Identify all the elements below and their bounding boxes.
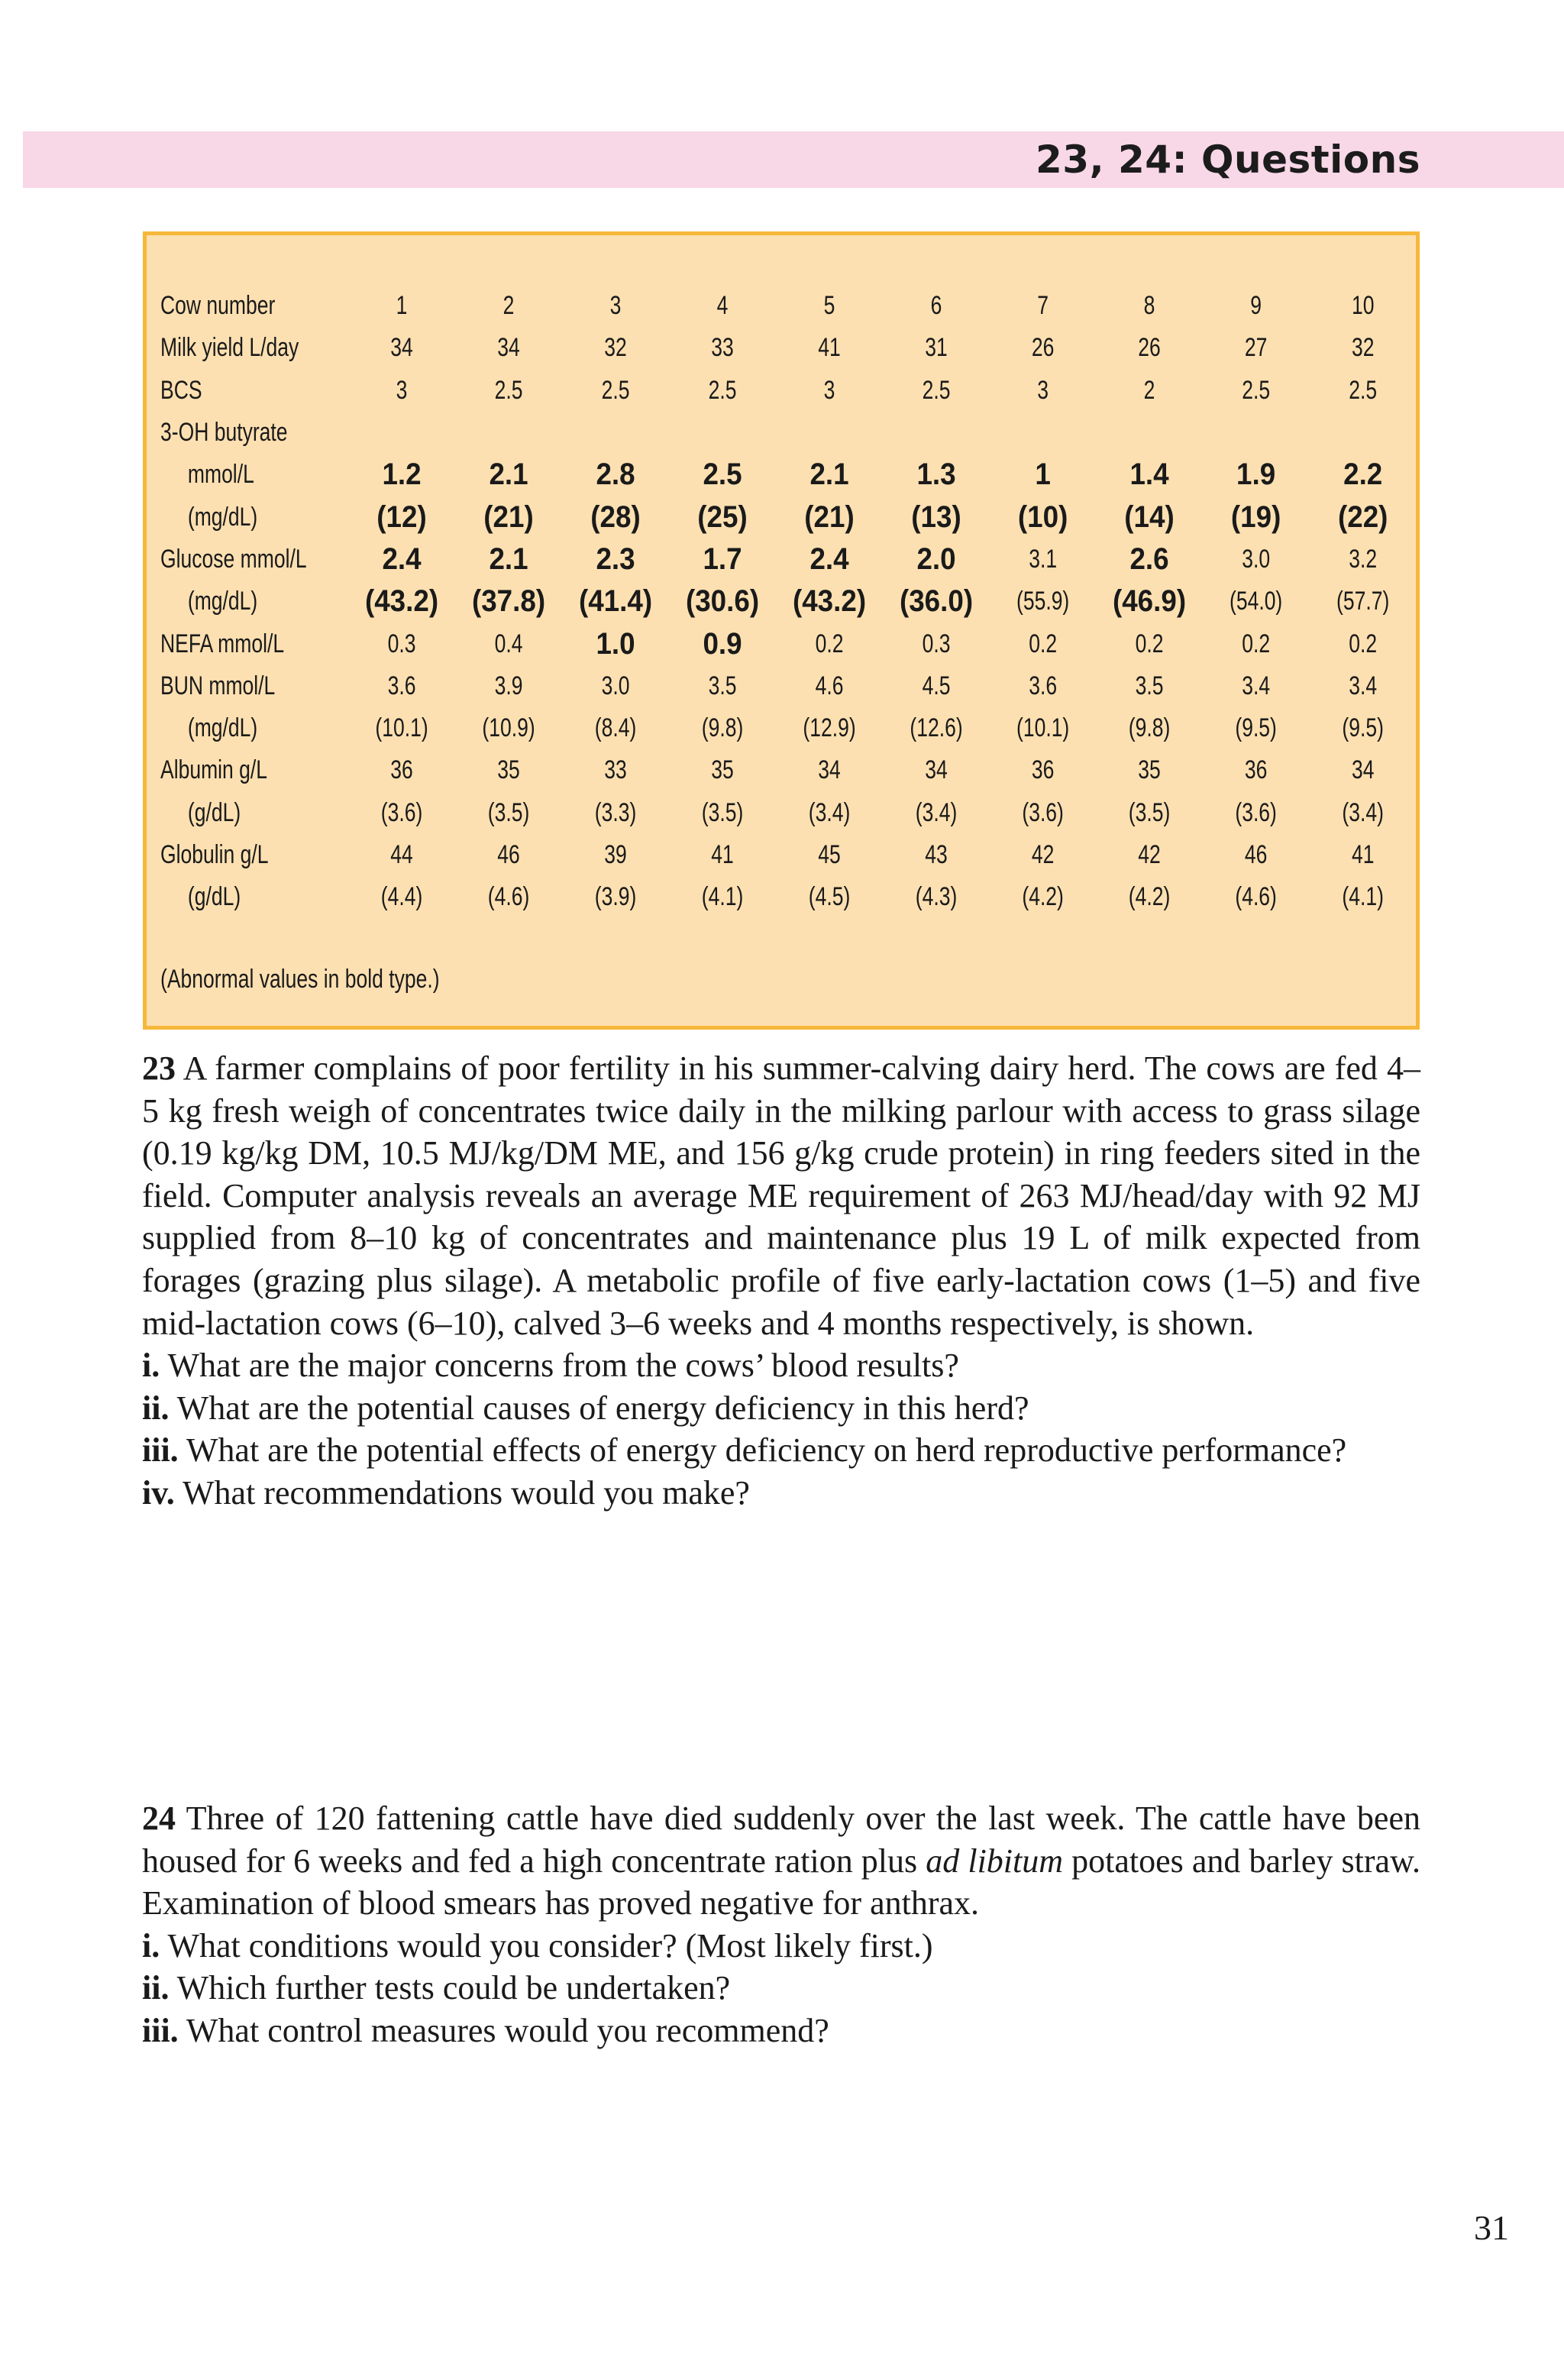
table-row xyxy=(160,707,1416,749)
table-row xyxy=(160,580,1416,622)
table-row xyxy=(160,285,1416,327)
question-text: Three of 120 fattening cattle have died suddenly over the last week. The cattle have been housed for 6 weeks and fed a high concentrate ration plus xyxy=(142,1800,1420,1880)
table-cell: 2.6 xyxy=(1129,542,1169,576)
table-cell: 46 xyxy=(1245,840,1268,869)
table-row xyxy=(160,370,1416,412)
table-cell: (30.6) xyxy=(685,584,759,619)
row-label: Cow number xyxy=(160,291,276,321)
row-label: (g/dL) xyxy=(187,882,241,912)
table-cell: (3.4) xyxy=(808,797,851,827)
table-cell: 0.4 xyxy=(494,629,523,658)
table-cell: 26 xyxy=(1031,333,1055,363)
table-cell: 3 xyxy=(823,375,835,405)
table-cell: 41 xyxy=(711,840,734,869)
table-cell xyxy=(894,412,978,454)
table-cell: 26 xyxy=(1138,333,1162,363)
table-cell: (3.5) xyxy=(487,797,529,827)
table-cell: 2.5 xyxy=(494,375,523,405)
table-cell: (3.6) xyxy=(1022,797,1064,827)
table-cell: (4.2) xyxy=(1022,882,1064,912)
table-cell: (10.1) xyxy=(375,713,428,743)
page-title: 23, 24: Questions xyxy=(1036,137,1420,182)
table-cell: 43 xyxy=(925,840,948,869)
item-number: iv. xyxy=(142,1473,175,1512)
table-cell: 4.6 xyxy=(815,671,844,700)
table-cell: (19) xyxy=(1231,500,1281,534)
table-row xyxy=(160,538,1416,580)
table-row xyxy=(160,412,1416,454)
table-cell: (3.3) xyxy=(594,797,637,827)
table-cell: (54.0) xyxy=(1230,587,1283,616)
table-cell xyxy=(467,412,550,454)
table-body xyxy=(160,285,1416,918)
question-24-item-ii xyxy=(142,1967,1420,2010)
row-label: (mg/dL) xyxy=(187,587,258,616)
table-cell: 4 xyxy=(716,291,729,321)
table-cell xyxy=(360,412,443,454)
table-row xyxy=(160,876,1416,918)
item-text: What recommendations would you make? xyxy=(183,1473,750,1512)
item-number: ii. xyxy=(142,1389,170,1427)
table-cell: (21) xyxy=(483,500,534,534)
table-cell: 5 xyxy=(823,291,835,321)
table-cell: (10.1) xyxy=(1016,713,1070,743)
table-cell: 42 xyxy=(1138,840,1162,869)
row-label: Glucose mmol/L xyxy=(160,544,307,574)
table-cell: (9.5) xyxy=(1342,713,1384,743)
table-cell: (3.5) xyxy=(701,797,744,827)
table-cell: 2.0 xyxy=(916,542,956,576)
table-cell: 3.6 xyxy=(1029,671,1058,700)
table-row xyxy=(160,749,1416,791)
item-number: iii. xyxy=(142,2011,179,2049)
question-number: 23 xyxy=(142,1049,176,1087)
table-cell: 3 xyxy=(1037,375,1049,405)
item-text: What are the major concerns from the cows’ blood results? xyxy=(167,1347,959,1385)
question-23-intro xyxy=(142,1047,1420,1344)
table-cell: 2.5 xyxy=(1348,375,1377,405)
table-cell: 8 xyxy=(1143,291,1155,321)
table-cell: 33 xyxy=(711,333,734,363)
table-cell: 3.5 xyxy=(708,671,737,700)
item-text: Which further tests could be undertaken? xyxy=(176,1969,731,2007)
row-label: NEFA mmol/L xyxy=(160,629,285,658)
item-number: i. xyxy=(142,1926,160,1964)
table-cell: 36 xyxy=(1245,755,1268,785)
table-cell: 2.8 xyxy=(596,458,635,492)
table-cell: 1 xyxy=(396,291,408,321)
metabolic-profile-table-box xyxy=(143,231,1420,1030)
question-text: A farmer complains of poor fertility in his summer-calving dairy herd. The cows are fed 4–5 kg fresh weigh of concentrates twice daily in the milking parlour with access to grass silage (0.19 kg/kg DM, 10.5 MJ/kg/DM ME, and 156 g/kg crude protein) in ring feeders sited in the field. Computer analysis reveals an average ME requirement of 263 MJ/head/day with 92 MJ supplied from 8–10 kg of concentrates and maintenance plus 19 L of milk expected from forages (grazing plus silage). A metabolic profile of five early-lactation cows (1–5) and five mid-lactation cows (6–10), calved 3–6 weeks and 4 months respectively, is shown. xyxy=(142,1049,1420,1342)
table-cell: 0.2 xyxy=(1242,629,1271,658)
question-23-item-iii xyxy=(142,1429,1420,1472)
table-cell: (3.4) xyxy=(915,797,958,827)
table-cell: 2.5 xyxy=(601,375,630,405)
table-cell: 41 xyxy=(818,333,841,363)
table-cell: 1.9 xyxy=(1236,458,1276,492)
table-cell: 2.1 xyxy=(489,458,528,492)
table-cell: 39 xyxy=(604,840,627,869)
table-cell: (43.2) xyxy=(792,584,866,619)
table-cell: 35 xyxy=(496,755,520,785)
item-number: iii. xyxy=(142,1431,179,1470)
table-cell: 36 xyxy=(1031,755,1055,785)
table-row xyxy=(160,792,1416,834)
table-cell: 33 xyxy=(604,755,627,785)
table-cell: (25) xyxy=(697,500,748,534)
table-cell: (4.5) xyxy=(808,882,851,912)
question-text-italic: ad libitum xyxy=(926,1842,1064,1880)
table-cell: 1.7 xyxy=(703,542,742,576)
table-cell: 2.1 xyxy=(809,458,849,492)
item-number: i. xyxy=(142,1347,160,1385)
table-cell: 0.3 xyxy=(922,629,951,658)
table-cell: (55.9) xyxy=(1016,587,1070,616)
table-cell: (3.6) xyxy=(380,797,422,827)
table-cell: 1.3 xyxy=(916,458,956,492)
item-text: What are the potential causes of energy deficiency in this herd? xyxy=(176,1389,1029,1427)
table-cell: (14) xyxy=(1124,500,1175,534)
table-cell: (36.0) xyxy=(899,584,974,619)
table-cell: 34 xyxy=(925,755,948,785)
table-cell: 3.2 xyxy=(1348,544,1377,574)
table-cell: (9.8) xyxy=(701,713,744,743)
question-24 xyxy=(142,1797,1420,2052)
table-cell: (3.5) xyxy=(1129,797,1171,827)
row-label: 3-OH butyrate xyxy=(160,418,288,448)
table-cell: 9 xyxy=(1250,291,1262,321)
item-number: ii. xyxy=(142,1969,170,2007)
table-cell: 1.4 xyxy=(1129,458,1169,492)
table-cell: (8.4) xyxy=(594,713,637,743)
table-cell: 2.2 xyxy=(1343,458,1382,492)
table-cell: 32 xyxy=(1351,333,1375,363)
question-23-item-iv xyxy=(142,1472,1420,1515)
table-cell: 31 xyxy=(925,333,948,363)
table-cell: 0.9 xyxy=(703,626,742,661)
table-cell: 36 xyxy=(389,755,413,785)
item-text: What control measures would you recommend? xyxy=(186,2011,829,2049)
table-cell: 45 xyxy=(818,840,841,869)
table-cell: 1.2 xyxy=(382,458,422,492)
table-cell: 35 xyxy=(711,755,734,785)
table-cell: (3.4) xyxy=(1342,797,1384,827)
table-cell: (12.6) xyxy=(910,713,963,743)
table-cell: (12.9) xyxy=(803,713,856,743)
table-cell: (9.8) xyxy=(1129,713,1171,743)
table-cell: 27 xyxy=(1245,333,1268,363)
item-text: What are the potential effects of energy deficiency on herd reproductive performance? xyxy=(186,1431,1347,1470)
table-cell: (3.9) xyxy=(594,882,637,912)
table-cell: (4.6) xyxy=(487,882,529,912)
table-cell: 10 xyxy=(1351,291,1375,321)
table-cell: 32 xyxy=(604,333,627,363)
table-cell: 44 xyxy=(389,840,413,869)
question-24-item-i xyxy=(142,1925,1420,1968)
table-cell: (28) xyxy=(590,500,641,534)
table-cell: 1.0 xyxy=(596,626,635,661)
table-row xyxy=(160,665,1416,707)
question-text: potatoes and barley straw. Examination of blood smears has proved negative for anthrax. xyxy=(142,1842,1420,1922)
table-cell xyxy=(1215,412,1298,454)
question-24-item-iii xyxy=(142,2010,1420,2052)
row-label: (g/dL) xyxy=(187,797,241,827)
table-cell: 2 xyxy=(502,291,515,321)
row-label: mmol/L xyxy=(187,460,254,490)
question-23-item-i xyxy=(142,1344,1420,1387)
table-cell: 2.3 xyxy=(596,542,635,576)
table-cell: 3.0 xyxy=(1242,544,1271,574)
table-cell: 3.4 xyxy=(1242,671,1271,700)
table-cell: (37.8) xyxy=(471,584,545,619)
table-cell: 3.5 xyxy=(1135,671,1164,700)
row-label: (mg/dL) xyxy=(187,502,258,532)
table-cell: 35 xyxy=(1138,755,1162,785)
table-cell: 3.1 xyxy=(1029,544,1058,574)
table-cell: 46 xyxy=(496,840,520,869)
table-cell: (46.9) xyxy=(1113,584,1187,619)
table-cell: 3 xyxy=(396,375,408,405)
table-cell: (10) xyxy=(1017,500,1068,534)
question-23 xyxy=(142,1047,1420,1515)
table-row xyxy=(160,327,1416,369)
table-row xyxy=(160,496,1416,538)
table-cell: 0.3 xyxy=(387,629,416,658)
table-cell: 0.2 xyxy=(1135,629,1164,658)
table-cell: (22) xyxy=(1337,500,1388,534)
table-cell: (4.6) xyxy=(1235,882,1278,912)
table-cell: 3.0 xyxy=(601,671,630,700)
table-cell: (3.6) xyxy=(1235,797,1278,827)
row-label: Albumin g/L xyxy=(160,755,268,785)
table-cell: 3.6 xyxy=(387,671,416,700)
table-cell: (4.3) xyxy=(915,882,958,912)
question-number: 24 xyxy=(142,1800,176,1837)
page-number: 31 xyxy=(1474,2208,1509,2247)
table-cell: 1 xyxy=(1035,458,1051,492)
table-cell: 2.5 xyxy=(1242,375,1271,405)
question-23-item-ii xyxy=(142,1387,1420,1430)
table-cell: 34 xyxy=(1351,755,1375,785)
table-cell: 4.5 xyxy=(922,671,951,700)
table-cell: 2.4 xyxy=(809,542,849,576)
item-text: What conditions would you consider? (Most likely first.) xyxy=(167,1926,933,1964)
table-note: (Abnormal values in bold type.) xyxy=(160,965,440,994)
table-cell xyxy=(1108,412,1191,454)
table-cell xyxy=(1321,412,1404,454)
table-cell: 34 xyxy=(818,755,841,785)
table-cell: (10.9) xyxy=(482,713,535,743)
table-cell: (4.1) xyxy=(701,882,744,912)
table-cell: (4.2) xyxy=(1129,882,1171,912)
table-cell: 6 xyxy=(930,291,942,321)
table-cell: (21) xyxy=(804,500,855,534)
table-row xyxy=(160,454,1416,496)
table-cell: 34 xyxy=(389,333,413,363)
table-cell xyxy=(574,412,657,454)
table-cell: 42 xyxy=(1031,840,1055,869)
table-cell xyxy=(680,412,764,454)
table-cell: (41.4) xyxy=(578,584,652,619)
table-cell: 7 xyxy=(1037,291,1049,321)
table-cell: 0.2 xyxy=(1348,629,1377,658)
table-cell: 41 xyxy=(1351,840,1375,869)
table-cell: 0.2 xyxy=(815,629,844,658)
table-cell: 2.4 xyxy=(382,542,422,576)
table-cell: 34 xyxy=(496,333,520,363)
table-cell: (43.2) xyxy=(364,584,438,619)
row-label: Milk yield L/day xyxy=(160,333,299,363)
table-cell: 2.5 xyxy=(708,375,737,405)
table-cell xyxy=(787,412,871,454)
table-cell: 2.5 xyxy=(922,375,951,405)
row-label: (mg/dL) xyxy=(187,713,258,743)
row-label: BCS xyxy=(160,375,202,405)
table-cell: 3 xyxy=(609,291,622,321)
table-cell: 0.2 xyxy=(1029,629,1058,658)
table-cell: 3.9 xyxy=(494,671,523,700)
metabolic-profile-table xyxy=(160,285,1416,918)
table-row xyxy=(160,834,1416,876)
table-cell: (4.1) xyxy=(1342,882,1384,912)
table-row xyxy=(160,622,1416,665)
table-cell: 2.1 xyxy=(489,542,528,576)
table-cell: (4.4) xyxy=(380,882,422,912)
table-cell: (57.7) xyxy=(1336,587,1389,616)
question-24-intro xyxy=(142,1797,1420,1925)
row-label: BUN mmol/L xyxy=(160,671,276,700)
table-cell: 3.4 xyxy=(1348,671,1377,700)
table-cell: 2.5 xyxy=(703,458,742,492)
table-cell: (9.5) xyxy=(1235,713,1278,743)
table-cell: 2 xyxy=(1143,375,1155,405)
table-cell: (12) xyxy=(376,500,427,534)
row-label: Globulin g/L xyxy=(160,840,269,869)
table-cell xyxy=(1001,412,1084,454)
table-cell: (13) xyxy=(911,500,961,534)
